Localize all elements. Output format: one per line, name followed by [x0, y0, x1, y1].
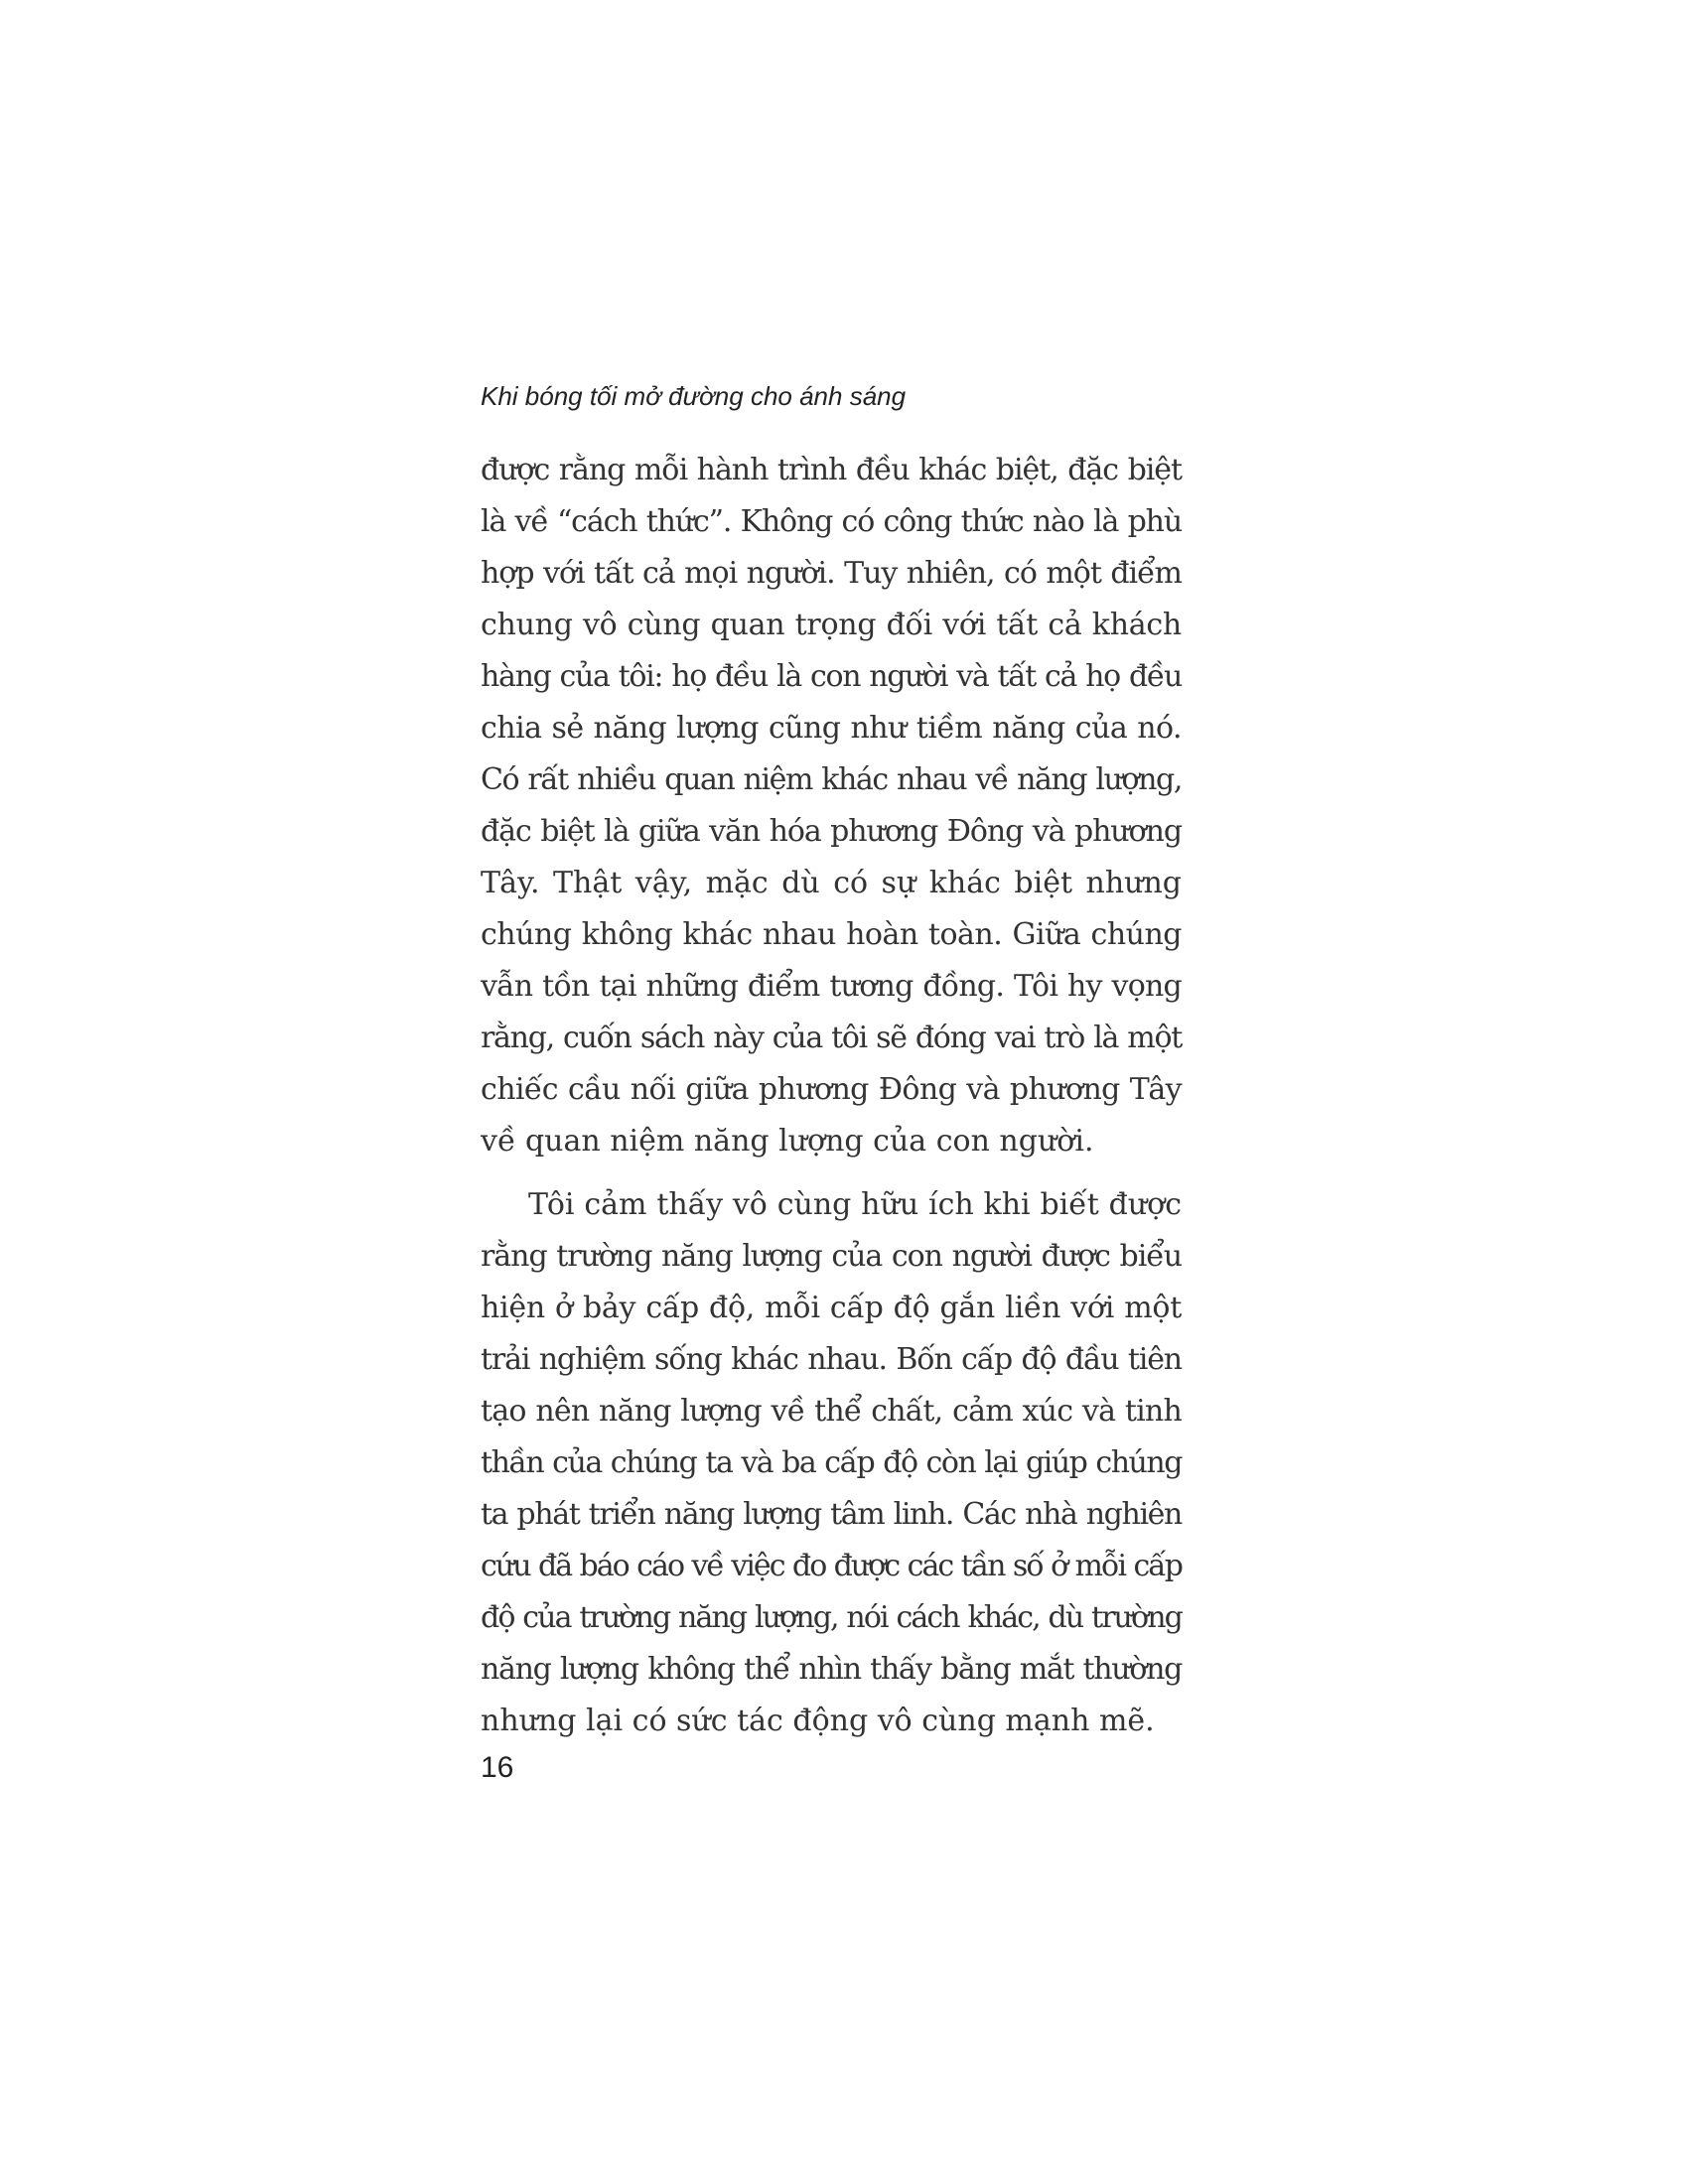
text-line: chia sẻ năng lượng cũng như tiềm năng của nó.	[481, 711, 1182, 746]
text-line: tạo nên năng lượng về thể chất, cảm xúc và tinh	[481, 1394, 1182, 1429]
text-line: nhưng lại có sức tác động vô cùng mạnh mẽ.	[481, 1704, 1155, 1738]
text-line: hiện ở bảy cấp độ, mỗi cấp độ gắn liền với một	[481, 1291, 1182, 1325]
text-line: năng lượng không thể nhìn thấy bằng mắt thường	[481, 1652, 1182, 1687]
text-line: chúng không khác nhau hoàn toàn. Giữa chúng	[481, 917, 1182, 952]
text-line: ta phát triển năng lượng tâm linh. Các nhà nghiên	[481, 1497, 1182, 1532]
running-header: Khi bóng tối mở đường cho ánh sáng	[481, 381, 907, 411]
text-line: rằng trường năng lượng của con người được biểu	[481, 1239, 1182, 1274]
paragraph-2	[481, 1179, 1182, 1747]
page-number: 16	[481, 1751, 514, 1784]
text-line: thần của chúng ta và ba cấp độ còn lại giúp chúng	[481, 1445, 1182, 1480]
text-line: độ của trường năng lượng, nói cách khác, dù trường	[481, 1600, 1182, 1635]
text-line: cứu đã báo cáo về việc đo được các tần số ở mỗi cấp	[481, 1549, 1182, 1583]
text-line: về quan niệm năng lượng của con người.	[481, 1124, 1094, 1159]
body-text	[481, 445, 1182, 1747]
text-line: đặc biệt là giữa văn hóa phương Đông và phương	[481, 814, 1182, 849]
text-line: Tây. Thật vậy, mặc dù có sự khác biệt nhưng	[481, 866, 1182, 900]
text-line: vẫn tồn tại những điểm tương đồng. Tôi hy vọng	[481, 969, 1182, 1004]
text-line: chiếc cầu nối giữa phương Đông và phương Tây	[481, 1072, 1182, 1107]
text-line: được rằng mỗi hành trình đều khác biệt, đặc biệt	[481, 453, 1182, 487]
text-line: Có rất nhiều quan niệm khác nhau về năng lượng,	[481, 762, 1182, 797]
text-line: Tôi cảm thấy vô cùng hữu ích khi biết được	[528, 1187, 1182, 1222]
text-line: hợp với tất cả mọi người. Tuy nhiên, có một điểm	[481, 556, 1182, 591]
text-line: hàng của tôi: họ đều là con người và tất cả họ đều	[481, 659, 1182, 694]
text-line: trải nghiệm sống khác nhau. Bốn cấp độ đầu tiên	[481, 1342, 1182, 1377]
text-line: là về “cách thức”. Không có công thức nào là phù	[481, 504, 1182, 539]
text-line: chung vô cùng quan trọng đối với tất cả khách	[481, 608, 1182, 642]
paragraph-gap	[481, 1167, 1182, 1179]
text-line: rằng, cuốn sách này của tôi sẽ đóng vai trò là một	[481, 1021, 1182, 1055]
paragraph-1	[481, 445, 1182, 1167]
